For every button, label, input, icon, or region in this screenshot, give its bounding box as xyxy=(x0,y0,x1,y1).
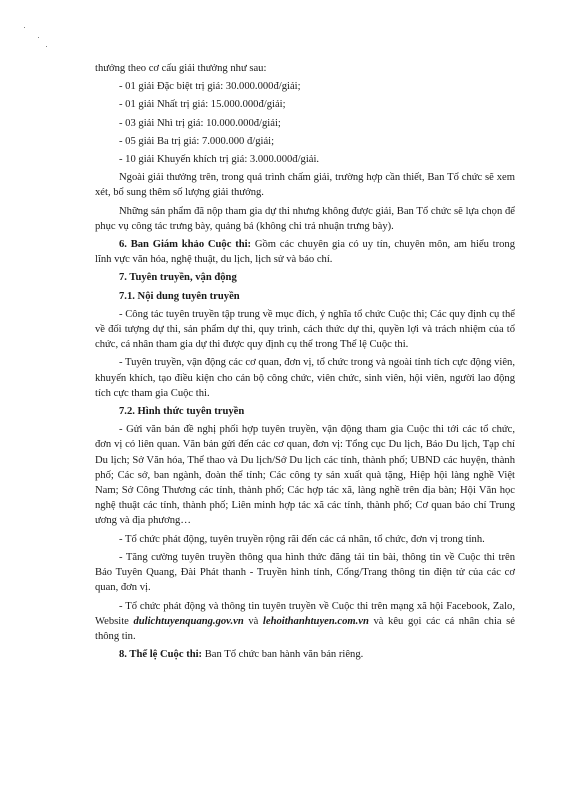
website-link-lehoithanhtuyen[interactable]: lehoithanhtuyen.com.vn xyxy=(262,615,369,627)
scan-specks xyxy=(22,24,52,54)
section-8-text: Ban Tổ chức ban hành văn bản riêng. xyxy=(202,649,364,661)
section-8 xyxy=(95,647,515,662)
prize-item: - 01 giải Nhất trị giá: 15.000.000đ/giải; xyxy=(119,99,286,111)
section-7-1-item: - Công tác tuyên truyền tập trung về mục đích, ý nghĩa tổ chức Cuộc thi; Các quy định cụ thể về đối tượng dự thi, sản phẩm dự thi, quy trình, cách thức dự thi, quyền lợi và trách nhiệm của tổ chức, cá nhân tham gia dự thi được quy định cụ thể trong Thể lệ Cuộc thi. xyxy=(95,308,515,351)
section-7-1-item: - Tuyên truyền, vận động các cơ quan, đơn vị, tổ chức trong và ngoài tỉnh tích cực động viên, khuyến khích, tạo điều kiện cho cán bộ công chức, viên chức, sinh viên, hội viên, người lao động tích cực tham gia Cuộc thi. xyxy=(95,357,515,399)
section-6 xyxy=(95,237,515,267)
section-7-2-heading: 7.2. Hình thức tuyên truyền xyxy=(119,406,245,418)
section-7-2-social-item xyxy=(95,599,515,645)
social-text-after: và kêu gọi các cá nhân chia sẻ thông tin. xyxy=(95,615,515,642)
section-8-heading: 8. Thể lệ Cuộc thi: xyxy=(119,649,203,661)
section-7-1-heading: 7.1. Nội dung tuyên truyền xyxy=(119,290,240,302)
prize-item: - 10 giải Khuyến khích trị giá: 3.000.000đ/giải. xyxy=(119,154,320,166)
prize-item: - 03 giải Nhì trị giá: 10.000.000đ/giải; xyxy=(119,117,281,129)
section-7-2-item: - Tăng cường tuyên truyền thông qua hình thức đăng tải tin bài, thông tin về Cuộc thi trên Báo Tuyên Quang, Đài Phát thanh - Truyền hình tỉnh, Cổng/Trang thông tin điện tử của các cơ quan, đơn vị. xyxy=(95,551,515,594)
section-6-heading: 6. Ban Giám khảo Cuộc thi: xyxy=(119,239,252,251)
prize-intro: thưởng theo cơ cấu giải thưởng như sau: xyxy=(95,63,267,74)
social-text-before: - Tổ chức phát động và thông tin tuyên truyền về Cuộc thi trên mạng xã hội Facebook, Zalo, Website xyxy=(95,600,515,627)
section-7-2-item: - Tổ chức phát động, tuyên truyền rộng rãi đến các cá nhân, tổ chức, đơn vị trong tỉnh. xyxy=(119,533,485,545)
prize-item: - 01 giải Đặc biệt trị giá: 30.000.000đ/giải; xyxy=(119,81,301,93)
prize-item: - 05 giải Ba trị giá: 7.000.000 đ/giải; xyxy=(119,135,275,147)
document-body xyxy=(95,61,515,665)
website-link-dulichtuyenquang[interactable]: dulichtuyenquang.gov.vn xyxy=(133,615,244,627)
prize-list xyxy=(95,79,515,167)
products-paragraph: Những sản phẩm đã nộp tham gia dự thi nhưng không được giải, Ban Tổ chức sẽ lựa chọn để phục vụ công tác trưng bày, quảng bá (không chi trả nhuận trưng bày). xyxy=(95,205,515,232)
section-6-text: Gồm các chuyên gia có uy tín, chuyên môn, am hiểu trong lĩnh vực văn hóa, nghệ thuật, du lịch, lịch sử và báo chí. xyxy=(95,239,516,266)
social-text-mid: và xyxy=(243,615,263,627)
section-7-heading: 7. Tuyên truyền, vận động xyxy=(119,272,237,284)
extra-prize-paragraph: Ngoài giải thưởng trên, trong quá trình chấm giải, trường hợp cần thiết, Ban Tổ chức sẽ xem xét, bổ sung thêm số lượng giải thưởng. xyxy=(95,172,515,199)
section-7-2-item: - Gửi văn bản đề nghị phối hợp tuyên truyền, vận động tham gia Cuộc thi tới các tổ chức, đơn vị có liên quan. Văn bản gửi đến các cơ quan, đơn vị: Tổng cục Du lịch, Báo Du lịch, Tạp chí Du lịch; Sở Văn hóa, Thể thao và Du lịch/Sở Du lịch các tỉnh, thành phố; UBND các huyện, thành phố; Các sở, ban ngành, đoàn thể tỉnh; Các công ty sản xuất quà tặng, Hiệp hội làng nghề Việt Nam; Sở Công Thương các tỉnh, thành phố; Các hợp tác xã, làng nghề trên địa bàn; Hội Văn học nghệ thuật các tỉnh, thành phố; Liên minh hợp tác xã các tỉnh, thành phố; Cơ quan báo chí Trung ương và địa phương… xyxy=(95,424,515,527)
